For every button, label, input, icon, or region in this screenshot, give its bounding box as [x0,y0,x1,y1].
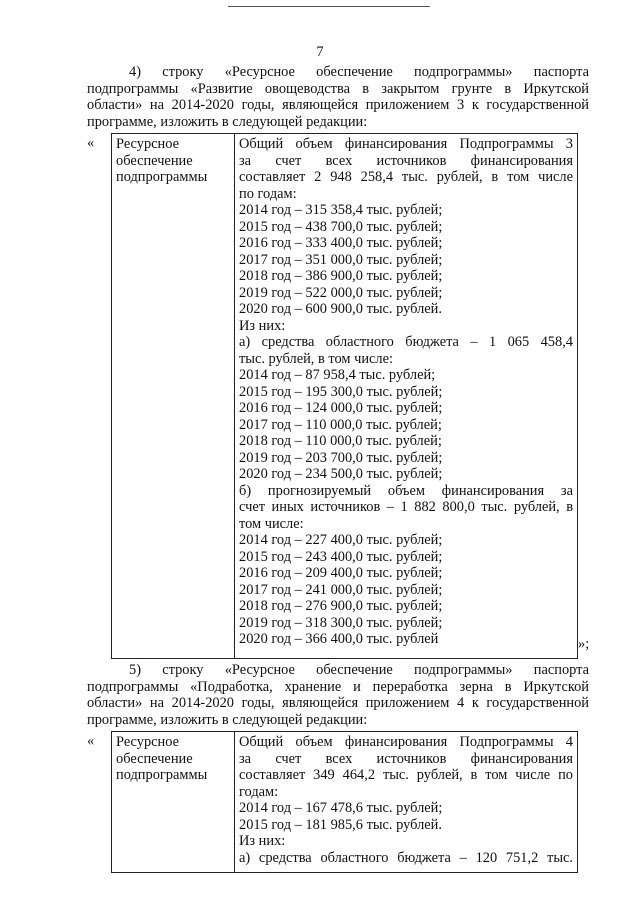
funding-line: а) средства областного бюджета – 1 065 458,4 [239,334,573,350]
intro-line: подпрограммы «Развитие овощеводства в закрытом грунте в Иркутской [87,80,589,97]
funding-line: 2017 год – 110 000,0 тыс. рублей; [239,416,442,433]
intro-line: 4) строку «Ресурсное обеспечение подпрограммы» паспорта [129,64,589,80]
funding-cell [235,732,577,872]
page-number: 7 [316,44,324,60]
funding-line: 2014 год – 227 400,0 тыс. рублей; [239,532,443,548]
intro-line: подпрограммы «Подработка, хранение и переработка зерна в Иркутской [87,678,589,695]
label-line: подпрограммы [116,767,208,783]
label-line: Ресурсное [116,734,179,750]
funding-line: Общий объем финансирования Подпрограммы 3 [239,136,573,152]
intro-line: программе, изложить в следующей редакции: [87,113,368,130]
label-line: Ресурсное [116,136,179,152]
resource-table-3 [111,133,578,659]
close-quote: »; [578,636,590,652]
intro-line: 5) строку «Ресурсное обеспечение подпрограммы» паспорта [129,662,589,678]
label-line: обеспечение [116,152,193,169]
funding-line: 2015 год – 181 985,6 тыс. рублей. [239,816,442,833]
funding-line: 2017 год – 351 000,0 тыс. рублей; [239,251,443,268]
funding-line: 2018 год – 110 000,0 тыс. рублей; [239,433,442,449]
funding-line: 2015 год – 195 300,0 тыс. рублей; [239,383,443,400]
header-rule [228,6,430,7]
funding-line: 2016 год – 209 400,0 тыс. рублей; [239,565,443,581]
funding-line: 2015 год – 243 400,0 тыс. рублей; [239,548,443,565]
intro-line: области» на 2014-2020 годы, являющейся приложением 3 к государственной [87,97,589,113]
funding-line: тыс. рублей, в том числе: [239,350,393,367]
resource-table-4 [111,731,578,873]
funding-line: 2018 год – 276 900,0 тыс. рублей; [239,598,443,614]
funding-line: Из них: [239,317,286,334]
funding-line: 2018 год – 386 900,0 тыс. рублей; [239,268,443,284]
open-quote: « [87,135,95,151]
funding-line: 2020 год – 234 500,0 тыс. рублей; [239,466,443,482]
funding-line: составляет 349 464,2 тыс. рублей, в том числе по [239,767,573,783]
funding-line: б) прогнозируемый объем финансирования за [239,482,573,499]
funding-line: Общий объем финансирования Подпрограммы 4 [239,734,573,750]
funding-line: 2019 год – 318 300,0 тыс. рублей; [239,614,443,631]
funding-line: за счет всех источников финансирования [239,750,573,767]
section-4-intro [87,64,589,130]
section-5-intro [87,662,589,728]
funding-line: 2014 год – 167 478,6 тыс. рублей; [239,800,443,816]
funding-line: за счет всех источников финансирования [239,152,573,169]
intro-line: программе, изложить в следующей редакции: [87,711,368,728]
funding-line: 2019 год – 203 700,0 тыс. рублей; [239,449,443,466]
funding-line: 2019 год – 522 000,0 тыс. рублей; [239,284,443,301]
open-quote: « [87,733,95,749]
funding-line: 2016 год – 333 400,0 тыс. рублей; [239,235,443,251]
funding-line: годам: [239,783,279,800]
label-line: обеспечение [116,750,193,767]
funding-line: по годам: [239,185,297,202]
label-cell [112,134,235,658]
funding-line: 2017 год – 241 000,0 тыс. рублей; [239,581,443,598]
funding-line: счет иных источников – 1 882 800,0 тыс. рублей, в [239,499,573,515]
funding-line: 2020 год – 366 400,0 тыс. рублей [239,631,439,647]
funding-line: а) средства областного бюджета – 120 751,2 тыс. [239,849,573,866]
funding-line: 2016 год – 124 000,0 тыс. рублей; [239,400,443,416]
funding-line: том числе: [239,515,304,532]
label-line: подпрограммы [116,169,208,185]
funding-line: 2014 год – 315 358,4 тыс. рублей; [239,202,443,218]
funding-line: Из них: [239,833,286,849]
intro-line: области» на 2014-2020 годы, являющейся приложением 4 к государственной [87,695,589,711]
funding-cell [235,134,577,658]
funding-line: 2015 год – 438 700,0 тыс. рублей; [239,218,443,235]
funding-line: 2020 год – 600 900,0 тыс. рублей. [239,301,442,317]
funding-line: составляет 2 948 258,4 тыс. рублей, в том числе [239,169,573,185]
funding-line: 2014 год – 87 958,4 тыс. рублей; [239,367,436,383]
label-cell [112,732,235,872]
